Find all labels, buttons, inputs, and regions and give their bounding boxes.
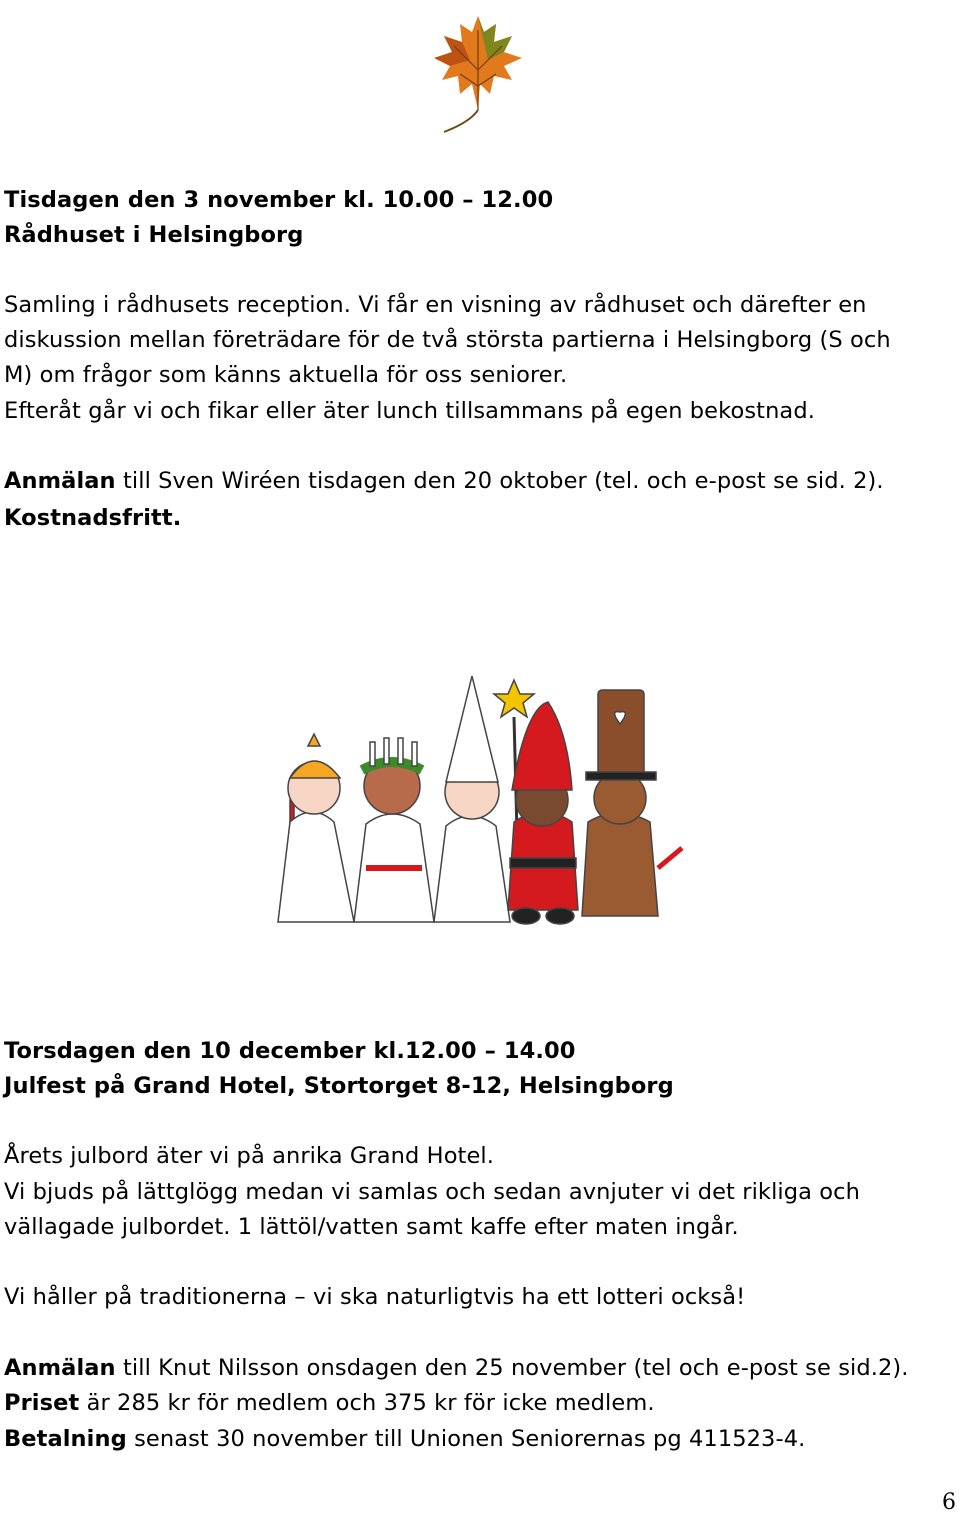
event1-description-line: M) om frågor som känns aktuella för oss seniorer. xyxy=(4,362,568,388)
event2-price-label: Priset xyxy=(4,1390,80,1416)
event2-signup-text: till Knut Nilsson onsdagen den 25 november (tel och e-post se sid.2). xyxy=(115,1355,909,1381)
event2-price-text: är 285 kr för medlem och 375 kr för icke medlem. xyxy=(79,1390,655,1416)
event1-description-line: diskussion mellan företrädare för de två största partierna i Helsingborg (S och xyxy=(4,327,891,353)
event2-location: Julfest på Grand Hotel, Stortorget 8-12, Helsingborg xyxy=(4,1073,674,1099)
event2-description-line: vällagade julbordet. 1 lättöl/vatten samt kaffe efter maten ingår. xyxy=(4,1214,739,1240)
event2-signup-label: Anmälan xyxy=(4,1355,116,1381)
event1-location: Rådhuset i Helsingborg xyxy=(4,222,304,248)
event2-price xyxy=(4,1388,655,1418)
event1-cost: Kostnadsfritt. xyxy=(4,505,182,531)
event2-description-line: Vi håller på traditionerna – vi ska naturligtvis ha ett lotteri också! xyxy=(4,1284,746,1310)
event2-payment-text: senast 30 november till Unionen Seniorernas pg 411523-4. xyxy=(126,1426,806,1452)
event1-description-line: Samling i rådhusets reception. Vi får en visning av rådhuset och därefter en xyxy=(4,292,867,318)
event2-date-time: Torsdagen den 10 december kl.12.00 – 14.00 xyxy=(4,1038,576,1064)
event1-signup-label: Anmälan xyxy=(4,468,116,494)
page-number: 6 xyxy=(942,1490,956,1515)
event2-signup xyxy=(4,1353,909,1383)
event2-description-line: Årets julbord äter vi på anrika Grand Hotel. xyxy=(4,1143,495,1169)
event1-description-line: Efteråt går vi och fikar eller äter lunch tillsammans på egen bekostnad. xyxy=(4,398,815,424)
event2-payment-label: Betalning xyxy=(4,1426,127,1452)
event1-date-time: Tisdagen den 3 november kl. 10.00 – 12.00 xyxy=(4,187,554,213)
lucia-procession-illustration xyxy=(262,672,702,934)
event2-payment xyxy=(4,1424,805,1454)
event1-signup-text: till Sven Wiréen tisdagen den 20 oktober (tel. och e-post se sid. 2). xyxy=(115,468,884,494)
event1-signup xyxy=(4,466,884,496)
autumn-leaf-icon xyxy=(430,10,526,134)
event2-description-line: Vi bjuds på lättglögg medan vi samlas och sedan avnjuter vi det rikliga och xyxy=(4,1179,860,1205)
